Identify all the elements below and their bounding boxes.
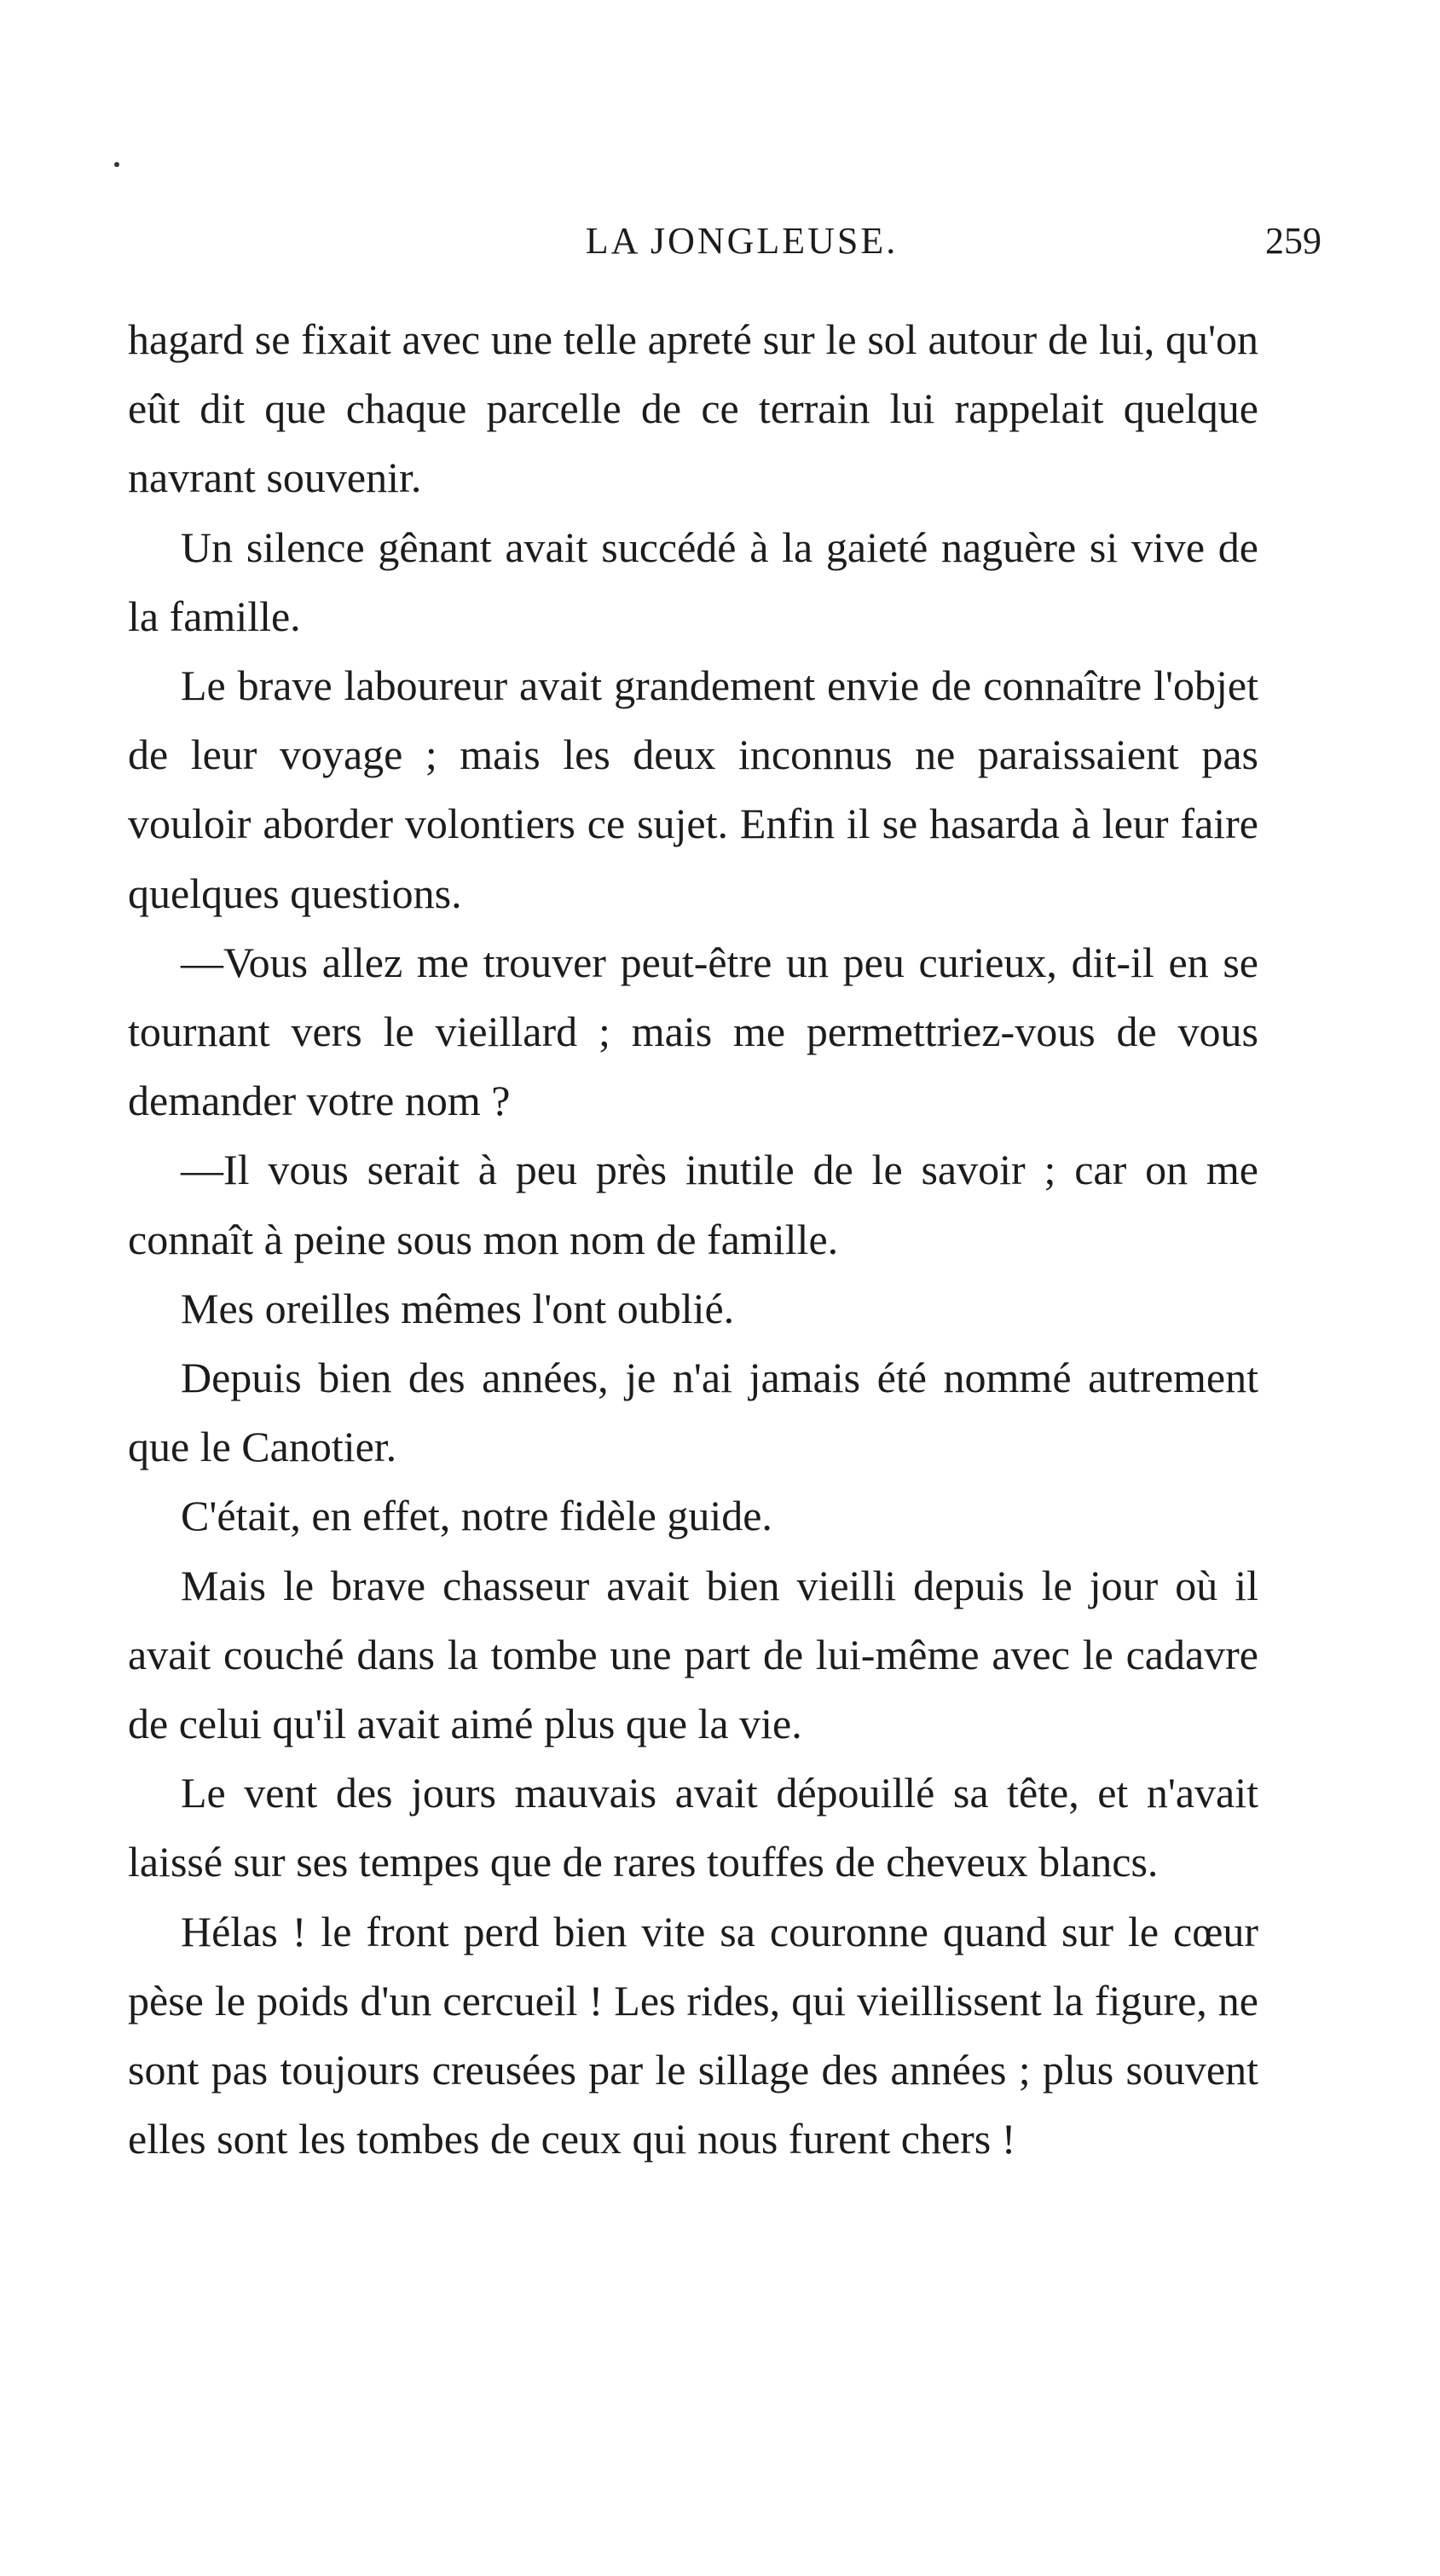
page-number: 259 <box>1265 220 1321 262</box>
paragraph-10: Le vent des jours mauvais avait dépouillé sa tête, et n'avait laissé sur ses tempes que de rares touffes de cheveux blancs. <box>128 1769 1258 1886</box>
paragraph-1: hagard se fixait avec une telle apreté sur le sol autour de lui, qu'on eût dit que chaque parcelle de ce terrain lui rappelait quelque navrant souvenir. <box>128 315 1258 502</box>
paragraph-3: Le brave laboureur avait grandement envie de connaître l'objet de leur voyage ; mais les deux inconnus ne paraissaient pas vouloir aborder volontiers ce sujet. Enfin il se hasarda à leur faire quelques questions. <box>128 661 1258 917</box>
paragraph-9: Mais le brave chasseur avait bien vieilli depuis le jour où il avait couché dans la tombe une part de lui-même avec le cadavre de celui qu'il avait aimé plus que la vie. <box>128 1561 1258 1748</box>
ink-speck <box>114 162 119 167</box>
paragraph-6: Mes oreilles mêmes l'ont oublié. <box>181 1284 735 1332</box>
paragraph-8: C'était, en effet, notre fidèle guide. <box>181 1492 772 1540</box>
running-title: LA JONGLEUSE. <box>585 220 899 262</box>
paragraph-4: —Vous allez me trouver peut-être un peu curieux, dit-il en se tournant vers le vieillard ; mais me permettriez-vous de vous demander votre nom ? <box>128 938 1258 1125</box>
paragraph-11: Hélas ! le front perd bien vite sa couronne quand sur le cœur pèse le poids d'un cercueil ! Les rides, qui vieillissent la figure, ne sont pas toujours creusées par le sillage des années ; plus souvent elles sont les tombes de ceux qui nous furent chers ! <box>128 1907 1258 2163</box>
running-head <box>128 211 1321 271</box>
paragraph-7: Depuis bien des années, je n'ai jamais été nommé autrement que le Canotier. <box>128 1354 1258 1471</box>
paragraph-2: Un silence gênant avait succédé à la gaieté naguère si vive de la famille. <box>128 523 1258 640</box>
paragraph-5: —Il vous serait à peu près inutile de le savoir ; car on me connaît à peine sous mon nom de famille. <box>128 1146 1258 1263</box>
body-text <box>128 305 1258 2174</box>
